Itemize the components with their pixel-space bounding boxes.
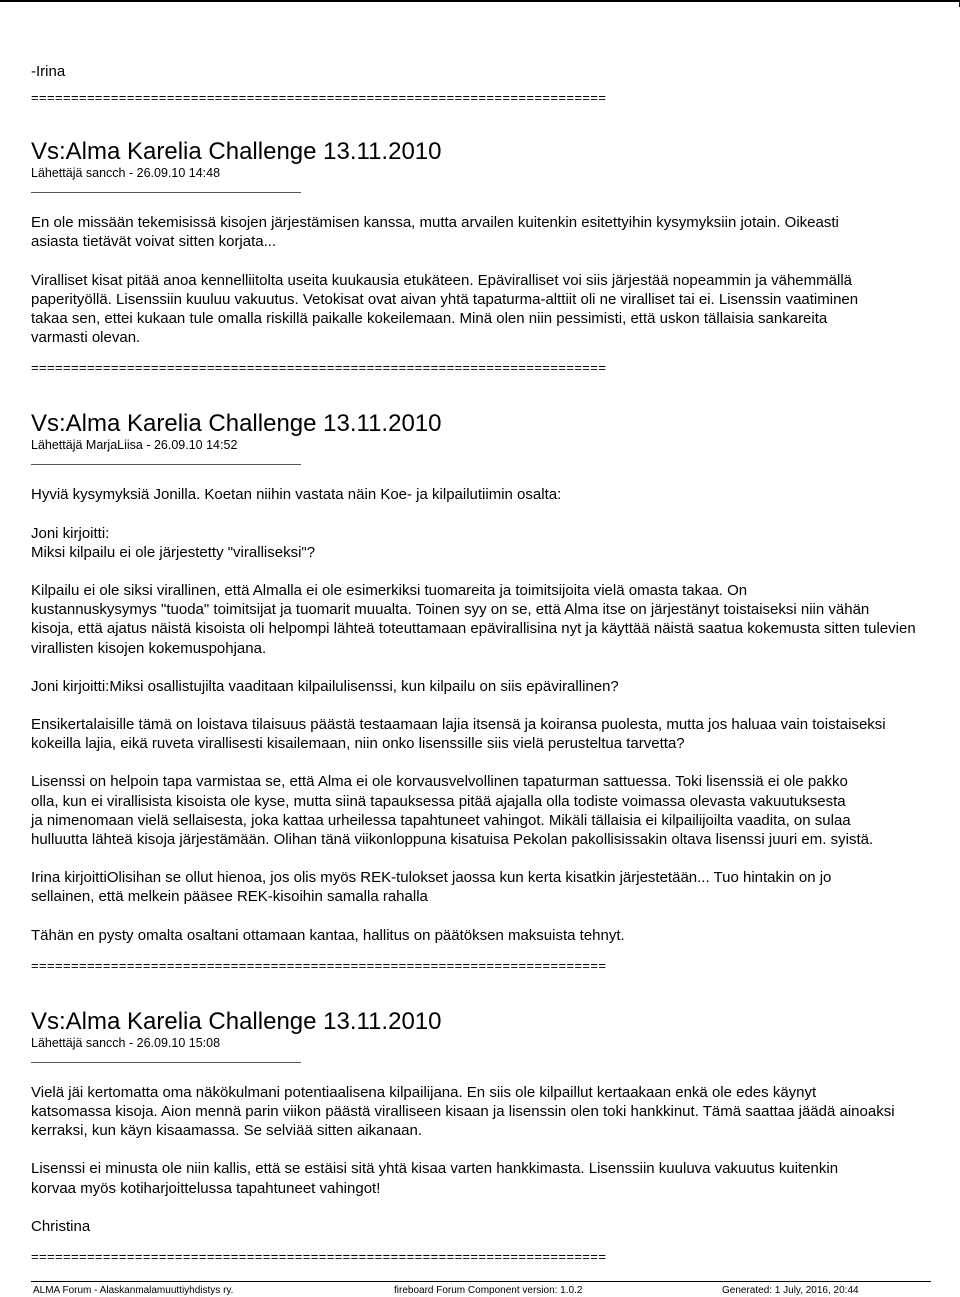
separator: ======================================================================== bbox=[31, 360, 607, 376]
text-line: Kilpailu ei ole siksi virallinen, että Almalla ei ole esimerkiksi tuomareita ja toimitsijoita vielä omasta takaa. On bbox=[31, 582, 748, 600]
text-line: varmasti olevan. bbox=[31, 329, 141, 347]
text-line: hulluutta lähteä kisoja järjestämään. Olihan tänä viikonloppuna kisatuisa Pekolan pakollisissakin oltava lisenssi juuri em. syistä. bbox=[31, 831, 874, 849]
text-line: olla, kun ei virallisista kisoista ole kyse, mutta siinä tapauksessa pitää ajajalla olla todiste voimassa olevasta vakuutuksesta bbox=[31, 792, 846, 810]
post bbox=[31, 1008, 960, 1265]
paragraph bbox=[31, 1159, 960, 1197]
paragraph bbox=[31, 213, 960, 251]
paragraph bbox=[31, 868, 960, 906]
text-line: En ole missään tekemisissä kisojen järjestämisen kanssa, mutta arvailen kuitenkin esitettyihin kysymyksiin jotain. Oikeasti bbox=[31, 214, 839, 232]
footer-component-version: fireboard Forum Component version: 1.0.2 bbox=[394, 1285, 583, 1296]
text-line: paperityöllä. Lisenssiin kuuluu vakuutus. Vetokisat ovat aivan yhtä tapaturma-alttiit oli ne viralliset tai ei. Lisenssin vaatiminen bbox=[31, 290, 859, 308]
text-line: kisoja, että ajatus näistä kisoista oli helpompi lähteä toteuttamaan epävirallisina nyt ja käyttää näistä saatua kokemusta sitten tulevien bbox=[31, 620, 916, 638]
post-body bbox=[31, 485, 960, 944]
paragraph bbox=[31, 271, 960, 348]
footer-site-name: ALMA Forum - Alaskanmalamuuttiyhdistys ry. bbox=[33, 1285, 234, 1296]
text-line: Viralliset kisat pitää anoa kennelliitolta useita kuukausia etukäteen. Epäviralliset voi siis järjestää nopeammin ja vähemmällä bbox=[31, 271, 852, 289]
text-line: Hyviä kysymyksiä Jonilla. Koetan niihin vastata näin Koe- ja kilpailutiimin osalta: bbox=[31, 486, 562, 504]
post bbox=[31, 410, 960, 973]
text-line: takaa sen, ettei kukaan tule omalla riskillä paikalle kokeilemaan. Minä olen niin pessimisti, että uskon tällaisia sankareita bbox=[31, 310, 828, 328]
footer-rule bbox=[31, 1281, 931, 1282]
post bbox=[31, 138, 960, 376]
signature-text: Christina bbox=[31, 1217, 91, 1235]
text-line: Joni kirjoitti: bbox=[31, 524, 110, 542]
top-rule bbox=[0, 0, 960, 2]
text-line: kokeilla lajia, eikä ruveta virallisesti kisailemaan, niin onko lisenssille siis vielä perusteltua tarvetta? bbox=[31, 735, 685, 753]
text-line: sellainen, että melkein pääsee REK-kisoihin samalla rahalla bbox=[31, 888, 428, 906]
separator: ======================================================================== bbox=[31, 1249, 607, 1265]
post-title: Vs:Alma Karelia Challenge 13.11.2010 bbox=[31, 1007, 442, 1035]
text-line: Tähän en pysty omalta osaltani ottamaan kantaa, hallitus on päätöksen maksuista tehnyt. bbox=[31, 926, 625, 944]
text-line: virallisten kisojen kokemuspohjana. bbox=[31, 639, 267, 657]
paragraph bbox=[31, 581, 960, 658]
text-line: ja nimenomaan vielä sellaisesta, joka kattaa urheilessa tapahtuneet vahingot. Mikäli tällaisia ei kilpailijoilta vaadita, on sulaa bbox=[31, 811, 851, 829]
text-line: Miksi kilpailu ei ole järjestetty "viralliseksi"? bbox=[31, 543, 316, 561]
text-line: kerraksi, kun käyn kisaamassa. Se selviää sitten aikanaan. bbox=[31, 1122, 423, 1140]
paragraph bbox=[31, 1083, 960, 1141]
post-meta: Lähettäjä sancch - 26.09.10 14:48 bbox=[31, 166, 221, 181]
text-line: Joni kirjoitti:Miksi osallistujilta vaaditaan kilpailulisenssi, kun kilpailu on siis epävirallinen? bbox=[31, 677, 619, 695]
separator: ======================================================================== bbox=[31, 957, 607, 973]
paragraph bbox=[31, 715, 960, 753]
text-line: Lisenssi on helpoin tapa varmistaa se, että Alma ei ole korvausvelvollinen tapaturman sattuessa. Toki lisenssiä ei ole pakko bbox=[31, 773, 848, 791]
post-meta: Lähettäjä MarjaLiisa - 26.09.10 14:52 bbox=[31, 438, 238, 453]
text-line: Lisenssi ei minusta ole niin kallis, että se estäisi sitä yhtä kisaa varten hankkimasta. Lisenssiin kuuluva vakuutus kuitenkin bbox=[31, 1160, 839, 1178]
text-line: Irina kirjoittiOlisihan se ollut hienoa, jos olis myös REK-tulokset jaossa kun kerta kisatkin järjestetään... Tuo hintakin on jo bbox=[31, 869, 832, 887]
text-line: kustannuskysymys "tuoda" toimitsijat ja tuomarit muualta. Toinen syy on se, että Alma itse on järjestänyt toistaiseksi niin vähän bbox=[31, 601, 870, 619]
footer-generated-date: Generated: 1 July, 2016, 20:44 bbox=[722, 1285, 859, 1296]
post-title: Vs:Alma Karelia Challenge 13.11.2010 bbox=[31, 410, 442, 438]
text-line: korvaa myös kotiharjoittelussa tapahtuneet vahingot! bbox=[31, 1179, 381, 1197]
text-line: asiasta tietävät voivat sitten korjata... bbox=[31, 233, 277, 251]
forum-thread bbox=[31, 62, 960, 1265]
paragraph bbox=[31, 772, 960, 849]
text-line: Ensikertalaisille tämä on loistava tilaisuus päästä testaamaan lajia itsensä ja koiransa puolesta, mutta jos haluaa vain toistaiseksi bbox=[31, 716, 886, 734]
text-line: katsomassa kisoja. Aion mennä parin viikon päästä viralliseen kisaan ja lisenssin olen toki hankkinut. Tämä saattaa jäädä ainoaksi bbox=[31, 1103, 895, 1121]
post-title: Vs:Alma Karelia Challenge 13.11.2010 bbox=[31, 138, 442, 166]
post-body bbox=[31, 213, 960, 347]
text-line: Vielä jäi kertomatta oma näkökulmani potentiaalisena kilpailijana. En siis ole kilpaillut kertaakaan enkä ole edes käynyt bbox=[31, 1083, 817, 1101]
separator: ======================================================================== bbox=[31, 90, 607, 106]
post-body bbox=[31, 1083, 960, 1236]
post-meta: Lähettäjä sancch - 26.09.10 15:08 bbox=[31, 1035, 221, 1050]
signature-text: -Irina bbox=[31, 63, 66, 80]
quote bbox=[31, 524, 960, 562]
